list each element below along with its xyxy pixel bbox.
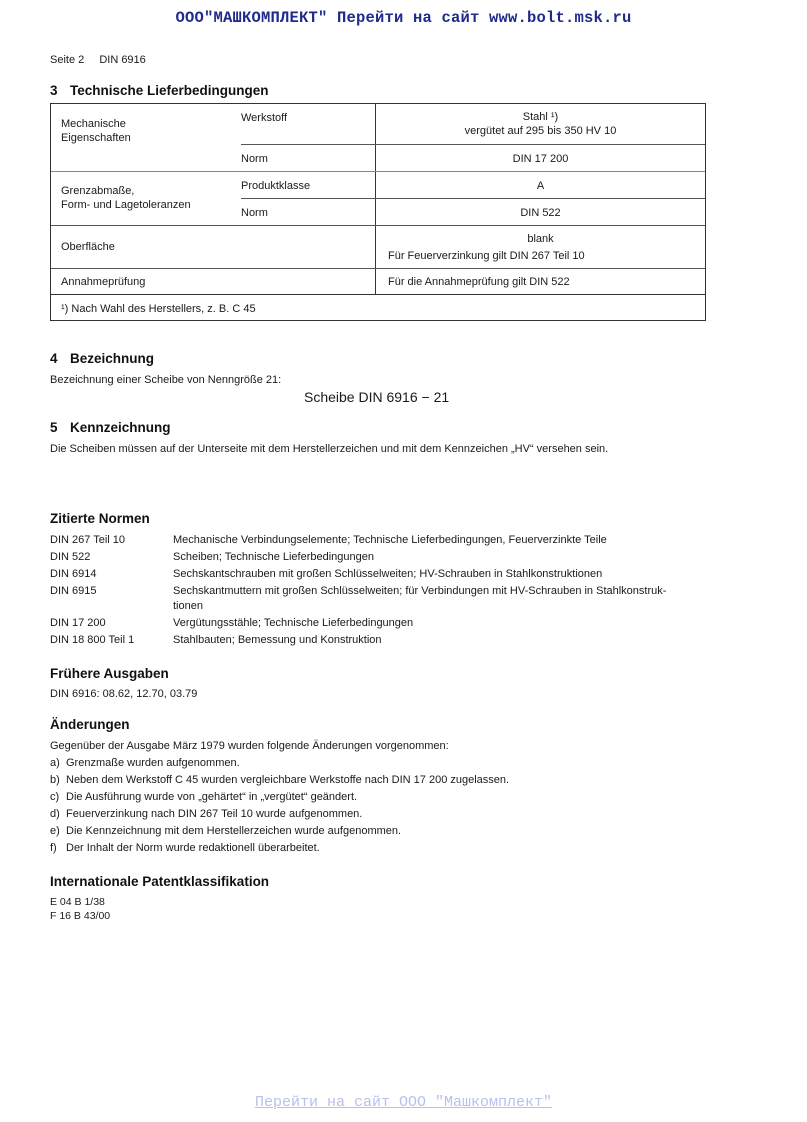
- ipc-codes: [50, 895, 110, 923]
- value-surface-line1: blank: [527, 233, 554, 245]
- ipc-heading: Internationale Patentklassifikation: [50, 874, 270, 889]
- ipc-code: E 04 B 1/38: [50, 896, 105, 908]
- value-norm-din522: DIN 522: [520, 207, 561, 219]
- standard-code: DIN 6915: [50, 585, 97, 597]
- section-5-heading: [50, 420, 171, 435]
- sub-label-produktklasse: Produktklasse: [241, 180, 311, 192]
- section-number: 5: [50, 420, 58, 435]
- value-produktklasse: A: [536, 180, 545, 192]
- standard-code: DIN 522: [50, 551, 91, 563]
- sub-label-norm: Norm: [241, 207, 268, 219]
- marking-text: Die Scheiben müssen auf der Unterseite mit dem Herstellerzeichen und mit dem Kennzeichen „HV“ versehen sein.: [50, 443, 609, 455]
- designation-intro: Bezeichnung einer Scheibe von Nenngröße 21:: [50, 374, 282, 386]
- amendment-text: Feuerverzinkung nach DIN 267 Teil 10 wurde aufgenommen.: [66, 808, 363, 820]
- value-line: Stahl ¹): [522, 111, 559, 123]
- previous-editions-text: DIN 6916: 08.62, 12.70, 03.79: [50, 688, 198, 700]
- standard-id: DIN 6916: [99, 54, 146, 66]
- value-line: vergütet auf 295 bis 350 HV 10: [464, 125, 617, 137]
- amendment-item: [50, 842, 320, 854]
- amendment-text: Die Kennzeichnung mit dem Herstellerzeichen wurde aufgenommen.: [66, 825, 402, 837]
- row-label-tolerances: [61, 184, 191, 212]
- list-marker: f): [50, 842, 57, 854]
- value-acceptance: Für die Annahmeprüfung gilt DIN 522: [388, 276, 570, 288]
- table-divider: [241, 198, 705, 199]
- cited-standards-heading: Zitierte Normen: [50, 511, 150, 526]
- section-3-heading: [50, 83, 269, 98]
- amendment-text: Die Ausführung wurde von „gehärtet“ in „vergütet“ geändert.: [66, 791, 358, 803]
- footer-site-link[interactable]: Перейти на сайт ООО "Машкомплект": [254, 1094, 553, 1111]
- section-title: Kennzeichnung: [70, 420, 171, 435]
- standard-code: DIN 6914: [50, 568, 97, 580]
- label-line: Form- und Lagetoleranzen: [61, 199, 191, 211]
- amendment-item: [50, 808, 362, 820]
- label-line: Eigenschaften: [61, 132, 131, 144]
- standard-description: Sechskantschrauben mit großen Schlüsselweiten; HV-Schrauben in Stahlkonstruktionen: [173, 568, 603, 580]
- standard-description: Stahlbauten; Bemessung und Konstruktion: [173, 634, 382, 646]
- designation-example: Scheibe DIN 6916 − 21: [304, 389, 450, 405]
- value-werkstoff: [376, 110, 705, 138]
- list-marker: b): [50, 774, 60, 786]
- standard-description: Vergütungsstähle; Technische Lieferbedingungen: [173, 617, 414, 629]
- list-marker: c): [50, 791, 60, 803]
- table-divider: [51, 268, 705, 269]
- table-divider: [51, 171, 705, 172]
- value-norm-din17200: DIN 17 200: [512, 153, 569, 165]
- table-divider: [51, 225, 705, 226]
- page-number: Seite 2: [50, 54, 85, 66]
- standard-description: Mechanische Verbindungselemente; Technische Lieferbedingungen, Feuerverzinkte Teile: [173, 534, 607, 546]
- standard-description: tionen: [173, 600, 203, 612]
- amendment-item: [50, 791, 357, 803]
- row-label-acceptance: Annahmeprüfung: [61, 276, 146, 288]
- table-divider: [241, 144, 705, 145]
- table-footnote: ¹) Nach Wahl des Herstellers, z. B. C 45: [61, 303, 256, 315]
- previous-editions-heading: Frühere Ausgaben: [50, 666, 169, 681]
- row-label-mechanical-properties: [61, 117, 131, 145]
- standard-description: Scheiben; Technische Lieferbedingungen: [173, 551, 375, 563]
- sub-label-norm: Norm: [241, 153, 268, 165]
- amendment-text: Neben dem Werkstoff C 45 wurden vergleichbare Werkstoffe nach DIN 17 200 zugelassen.: [66, 774, 510, 786]
- section-title: Technische Lieferbedingungen: [70, 83, 269, 98]
- standard-code: DIN 17 200: [50, 617, 106, 629]
- section-number: 3: [50, 83, 58, 98]
- sub-label-werkstoff: Werkstoff: [241, 112, 288, 124]
- row-label-surface: Oberfläche: [61, 241, 115, 253]
- list-marker: a): [50, 757, 60, 769]
- section-title: Bezeichnung: [70, 351, 155, 366]
- section-number: 4: [50, 351, 58, 366]
- amendment-item: [50, 757, 240, 769]
- standard-description: Sechskantmuttern mit großen Schlüsselweiten; für Verbindungen mit HV-Schrauben in Stahlkonstruk-: [173, 585, 667, 597]
- amendments-intro: Gegenüber der Ausgabe März 1979 wurden folgende Änderungen vorgenommen:: [50, 740, 449, 752]
- value-surface-line2: Für Feuerverzinkung gilt DIN 267 Teil 10: [388, 250, 585, 262]
- ipc-code: F 16 B 43/00: [50, 910, 111, 922]
- amendment-item: [50, 774, 509, 786]
- label-line: Mechanische: [61, 118, 126, 130]
- list-marker: d): [50, 808, 60, 820]
- table-divider: [51, 294, 705, 295]
- label-line: Grenzabmaße,: [61, 185, 135, 197]
- delivery-conditions-table: [50, 103, 706, 321]
- section-4-heading: [50, 351, 154, 366]
- site-banner-link[interactable]: ООО"МАШКОМПЛЕКТ" Перейти на сайт www.bolt.msk.ru: [175, 9, 632, 27]
- standard-code: DIN 267 Teil 10: [50, 534, 126, 546]
- amendment-text: Grenzmaße wurden aufgenommen.: [66, 757, 240, 769]
- amendment-item: [50, 825, 401, 837]
- amendments-heading: Änderungen: [50, 717, 130, 732]
- amendment-text: Der Inhalt der Norm wurde redaktionell überarbeitet.: [66, 842, 320, 854]
- page-header: [50, 54, 146, 66]
- standard-code: DIN 18 800 Teil 1: [50, 634, 135, 646]
- list-marker: e): [50, 825, 60, 837]
